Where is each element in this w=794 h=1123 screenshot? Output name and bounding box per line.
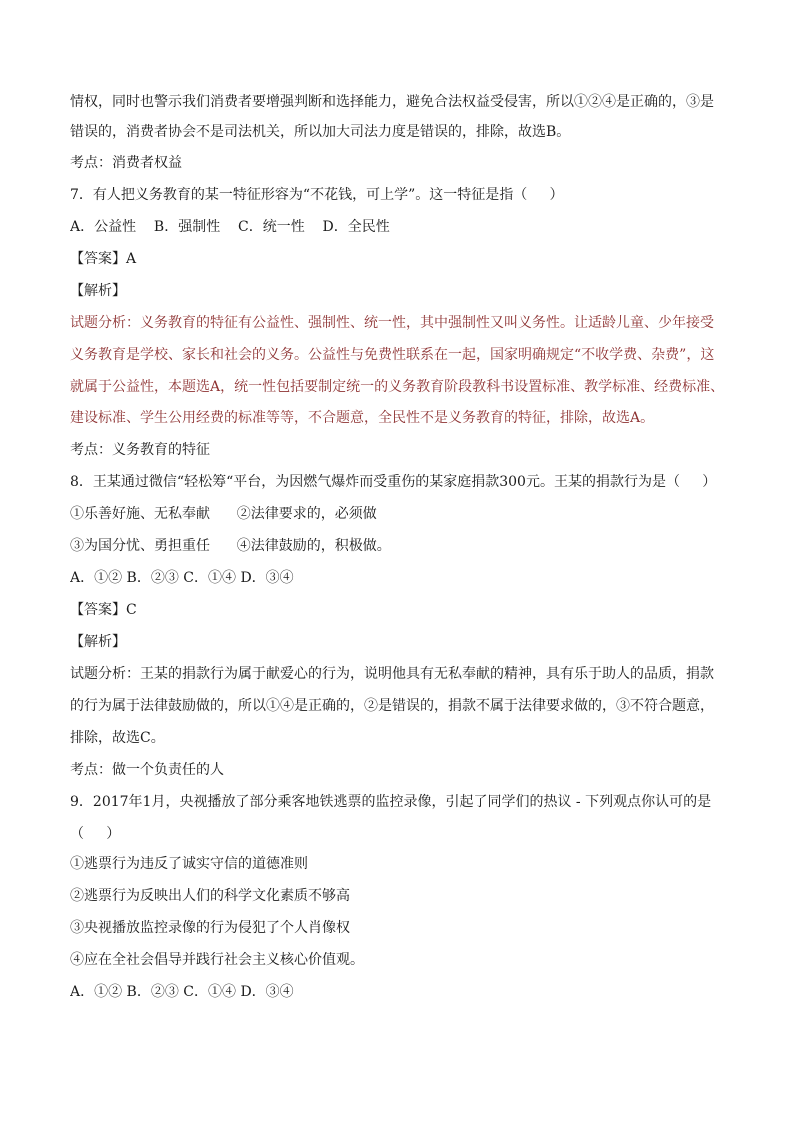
text-line: [70, 472, 730, 492]
text-line: [70, 536, 730, 556]
text-line: [70, 982, 730, 1002]
text-segment: 考点：做一个负责任的人: [70, 762, 224, 778]
text-segment: ③为国分忧、勇担重任 ④法律鼓励的，积极做。: [70, 538, 391, 554]
text-line: [70, 918, 730, 938]
text-segment: A．①② B．②③ C．①④ D．③④: [70, 570, 294, 586]
text-line: [70, 281, 730, 301]
text-segment: 就属于公益性，本题选A，统一性包括要制定统一的义务教育阶段教科书设置标准、教学标准、经费标准、: [70, 379, 725, 395]
text-segment: 义务教育是学校、家长和社会的义务。: [70, 347, 308, 363]
text-segment: ②逃票行为反映出人们的科学文化素质不够高: [70, 888, 350, 904]
text-segment: ③央视播放监控录像的行为侵犯了个人肖像权: [70, 920, 350, 936]
text-line: [70, 185, 730, 205]
text-segment: A．公益性 B．强制性 C．统一性 D．全民性: [70, 219, 390, 235]
text-segment: ，不合题意，全民性不是义务教育的特征，排除，故选A。: [294, 410, 655, 426]
text-line: [70, 950, 730, 970]
text-line: [70, 504, 730, 524]
text-line: [70, 217, 730, 237]
text-line: [70, 313, 730, 333]
text-line: [70, 153, 730, 173]
text-segment: 的行为属于法律鼓励做的，所以①④是正确的，②是错误的，捐款不属于法律要求做的，③不符合题意，: [70, 698, 714, 714]
text-segment: A．①② B．②③ C．①④ D．③④: [70, 984, 294, 1000]
text-segment: 排除，故选C。: [70, 730, 165, 746]
text-segment: 错误的，消费者协会不是司法机关，所以加大司法力度是错误的，排除，故选B。: [70, 124, 571, 140]
text-line: [70, 824, 730, 844]
text-line: [70, 632, 730, 652]
text-line: [70, 122, 730, 142]
text-segment: 7．有人把义务教育的某一特征形容为“不花钱，可上学”。这一特征是指（ ）: [70, 187, 564, 203]
text-segment: 【解析】: [70, 634, 126, 650]
text-segment: 【答案】C: [70, 602, 137, 618]
text-segment: ①乐善好施、无私奉献 ②法律要求的，必须做: [70, 506, 377, 522]
text-segment: 【答案】A: [70, 251, 137, 267]
text-line: [70, 408, 730, 428]
text-line: [70, 568, 730, 588]
text-line: [70, 440, 730, 460]
text-line: [70, 696, 730, 716]
text-segment: （ ）: [70, 826, 121, 842]
text-line: [70, 760, 730, 780]
text-line: [70, 728, 730, 748]
text-segment: 考点：义务教育的特征: [70, 442, 210, 458]
text-line: [70, 249, 730, 269]
text-segment: 试题分析：王某的捐款行为属于献爱心的行为，说明他具有无私奉献的精神，具有乐于助人的品质，捐款: [70, 666, 714, 682]
text-line: [70, 854, 730, 874]
text-line: [70, 664, 730, 684]
text-segment: 【解析】: [70, 283, 126, 299]
text-segment: 考点：消费者权益: [70, 155, 182, 171]
text-segment: 公益性与免费性联系在一起: [308, 347, 476, 363]
text-segment: 试题分析：义务教育的特征有公益性、强制性、统一性，其中强制性又叫义务性。让适龄儿童、少年接受: [70, 315, 714, 331]
text-line: [70, 377, 730, 397]
text-segment: 建设标准、学生公用经费的标准等等: [70, 410, 294, 426]
text-segment: 9．2017年1月，央视播放了部分乘客地铁逃票的监控录像，引起了同学们的热议 - 下列观点你认可的是: [70, 794, 712, 810]
text-line: [70, 886, 730, 906]
text-segment: ，国家明确规定“不收学费、杂费”，这: [476, 347, 715, 363]
text-line: [70, 345, 730, 365]
text-line: [70, 792, 730, 812]
text-segment: ④应在全社会倡导并践行社会主义核心价值观。: [70, 952, 364, 968]
text-segment: ①逃票行为违反了诚实守信的道德准则: [70, 856, 308, 872]
text-segment: 8．王某通过微信“轻松筹“平台，为因燃气爆炸而受重伤的某家庭捐款300元。王某的捐款行为是（ ）: [70, 474, 717, 490]
text-line: [70, 92, 730, 112]
text-segment: 情权，同时也警示我们消费者要增强判断和选择能力，避免合法权益受侵害，所以①②④是正确的，③是: [70, 94, 714, 110]
text-line: [70, 600, 730, 620]
